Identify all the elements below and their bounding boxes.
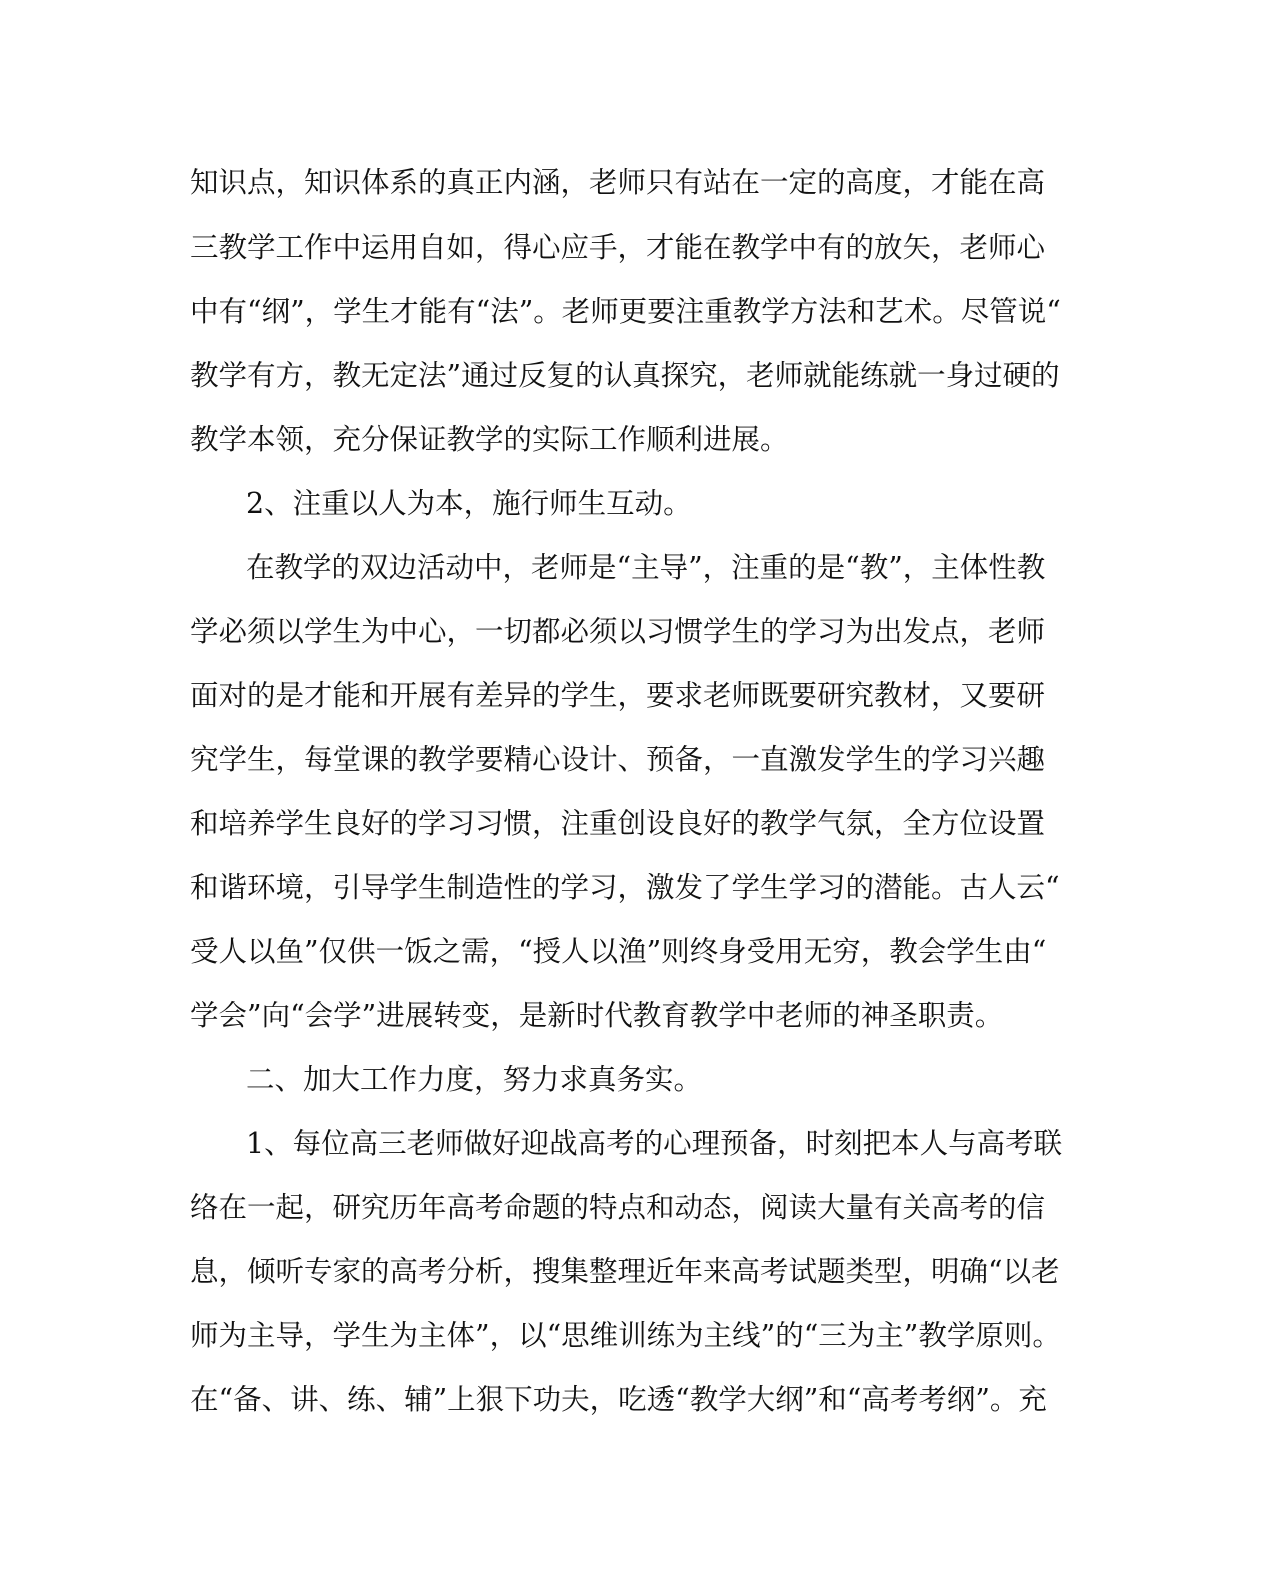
text-line: 面对的是才能和开展有差异的学生，要求老师既要研究教材，又要研: [190, 679, 1046, 712]
section-heading: 二、加大工作力度，努力求真务实。: [246, 1063, 703, 1096]
text-line: 学必须以学生为中心，一切都必须以习惯学生的学习为出发点，老师: [190, 615, 1046, 648]
section-heading: 2、注重以人为本，施行师生互动。: [246, 487, 692, 520]
text-line: 在教学的双边活动中，老师是“主导”，注重的是“教”，主体性教: [246, 551, 1046, 584]
text-line: 在“备、讲、练、辅”上狠下功夫，吃透“教学大纲”和“高考考纲”。充: [190, 1383, 1047, 1416]
text-line: 络在一起，研究历年高考命题的特点和动态，阅读大量有关高考的信: [190, 1191, 1046, 1224]
text-line: 中有“纲”，学生才能有“法”。老师更要注重教学方法和艺术。尽管说“: [190, 295, 1061, 328]
text-line: 和谐环境，引导学生制造性的学习，激发了学生学习的潜能。古人云“: [190, 871, 1060, 904]
text-line: 和培养学生良好的学习习惯，注重创设良好的教学气氛，全方位设置: [190, 807, 1046, 840]
text-line: 教学本领，充分保证教学的实际工作顺利进展。: [190, 423, 789, 456]
text-line: 三教学工作中运用自如，得心应手，才能在教学中有的放矢，老师心: [190, 231, 1046, 264]
text-line: 知识点，知识体系的真正内涵，老师只有站在一定的高度，才能在高: [190, 166, 1046, 199]
text-line: 息，倾听专家的高考分析，搜集整理近年来高考试题类型，明确“以老: [190, 1255, 1060, 1288]
text-line: 教学有方，教无定法”通过反复的认真探究，老师就能练就一身过硬的: [190, 359, 1060, 392]
text-line: 学会”向“会学”进展转变，是新时代教育教学中老师的神圣职责。: [190, 999, 1004, 1032]
text-line: 究学生，每堂课的教学要精心设计、预备，一直激发学生的学习兴趣: [190, 743, 1046, 776]
text-line: 师为主导，学生为主体”，以“思维训练为主线”的“三为主”教学原则。: [190, 1319, 1061, 1352]
text-line: 受人以鱼”仅供一饭之需，“授人以渔”则终身受用无穷，教会学生由“: [190, 935, 1047, 968]
text-line: 1、每位高三老师做好迎战高考的心理预备，时刻把本人与高考联: [246, 1127, 1063, 1160]
